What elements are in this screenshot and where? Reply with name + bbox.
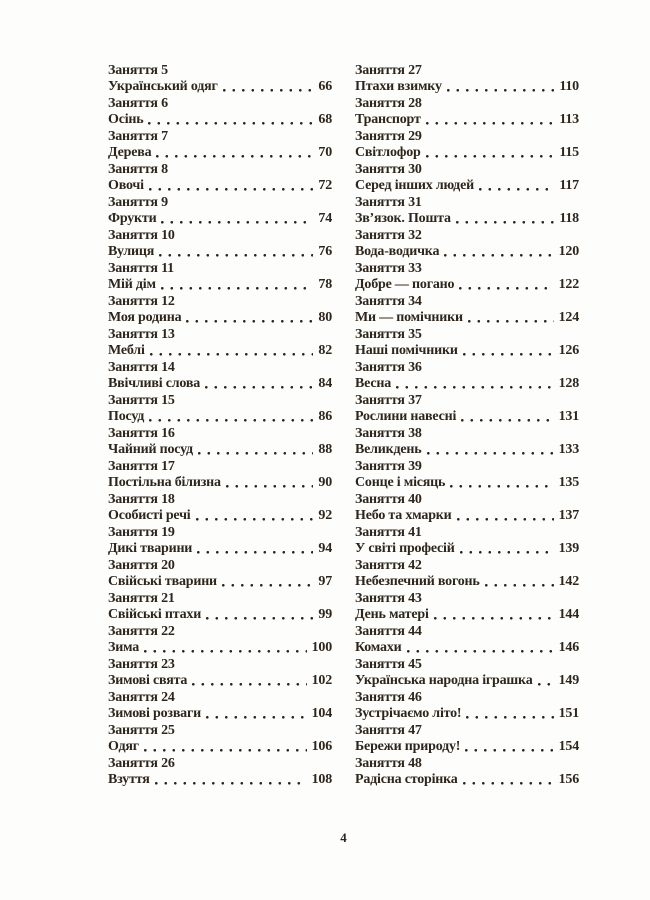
toc-lesson-label: Заняття 19 — [108, 525, 175, 540]
toc-lesson-label: Заняття 28 — [355, 96, 422, 111]
toc-entry-page: 108 — [311, 772, 332, 787]
dot-leader — [459, 287, 553, 290]
toc-entry-page: 100 — [311, 640, 332, 655]
toc-entry-title: Сонце і місяць — [355, 475, 446, 490]
dot-leader — [407, 650, 554, 653]
toc-lesson-label: Заняття 47 — [355, 723, 422, 738]
toc-entry-page: 118 — [559, 211, 579, 226]
dot-leader — [149, 188, 314, 191]
toc-entry-row — [355, 112, 579, 128]
toc-entry-title: Ми — помічники — [355, 310, 463, 325]
toc-entry-title: Посуд — [108, 409, 145, 424]
toc-entry-row — [355, 772, 579, 788]
toc-entry — [355, 360, 579, 392]
toc-entry-title: Зимові розваги — [108, 706, 202, 721]
toc-lesson-label: Заняття 21 — [108, 591, 175, 606]
toc-entry-title: Свійські тварини — [108, 574, 217, 589]
toc-entry — [355, 129, 579, 161]
toc-entry-page: 72 — [318, 178, 332, 193]
toc-entry-row — [108, 376, 332, 392]
toc-entry-row — [355, 574, 579, 590]
toc-entry-row — [108, 607, 332, 623]
toc-entry-page: 128 — [558, 376, 579, 391]
dot-leader — [444, 254, 553, 257]
toc-lesson-label: Заняття 29 — [355, 129, 422, 144]
toc-entry-title: Особисті речі — [108, 508, 191, 523]
toc-entry — [355, 261, 579, 293]
toc-entry — [108, 624, 332, 656]
toc-lesson-label: Заняття 17 — [108, 459, 175, 474]
toc-entry — [355, 558, 579, 590]
toc-lesson-label: Заняття 12 — [108, 294, 175, 309]
dot-leader — [434, 617, 554, 620]
toc-entry-title: Світлофор — [355, 145, 421, 160]
toc-entry-page: 106 — [311, 739, 332, 754]
toc-entry-page: 142 — [558, 574, 579, 589]
toc-entry-title: Вода-водичка — [355, 244, 440, 259]
toc-lesson-label: Заняття 40 — [355, 492, 422, 507]
toc-entry — [355, 690, 579, 722]
toc-entry-title: Бережи природу! — [355, 739, 461, 754]
toc-entry-row — [108, 145, 332, 161]
toc-entry-title: Серед інших людей — [355, 178, 474, 193]
toc-lesson-label: Заняття 39 — [355, 459, 422, 474]
toc-entry — [108, 360, 332, 392]
dot-leader — [150, 353, 314, 356]
toc-entry-page: 149 — [558, 673, 579, 688]
toc-entry-page: 154 — [558, 739, 579, 754]
toc-entry-row — [355, 640, 579, 656]
toc-entry-row — [355, 673, 579, 689]
toc-entry — [108, 96, 332, 128]
toc-entry — [355, 162, 579, 194]
table-of-contents — [108, 63, 579, 789]
toc-entry-page: 90 — [318, 475, 332, 490]
toc-entry — [108, 492, 332, 524]
toc-entry — [355, 294, 579, 326]
toc-entry-page: 131 — [558, 409, 579, 424]
toc-entry-page: 68 — [318, 112, 332, 127]
toc-entry — [355, 63, 579, 95]
toc-entry-title: Дерева — [108, 145, 152, 160]
toc-lesson-label: Заняття 14 — [108, 360, 175, 375]
toc-entry — [108, 690, 332, 722]
dot-leader — [222, 584, 313, 587]
toc-entry-title: Зв’язок. Пошта — [355, 211, 451, 226]
dot-leader — [463, 782, 554, 785]
toc-entry-title: Овочі — [108, 178, 144, 193]
dot-leader — [456, 221, 555, 224]
toc-entry-title: Наші помічники — [355, 343, 458, 358]
toc-entry — [355, 228, 579, 260]
dot-leader — [468, 320, 554, 323]
toc-entry-title: Небезпечний вогонь — [355, 574, 480, 589]
dot-leader — [461, 419, 553, 422]
toc-lesson-label: Заняття 43 — [355, 591, 422, 606]
dot-leader — [161, 221, 313, 224]
toc-entry-page: 139 — [558, 541, 579, 556]
toc-entry — [108, 63, 332, 95]
toc-entry-page: 122 — [558, 277, 579, 292]
toc-entry-title: Осінь — [108, 112, 144, 127]
toc-entry-title: Рослини навесні — [355, 409, 457, 424]
dot-leader — [206, 716, 307, 719]
dot-leader — [466, 716, 553, 719]
toc-entry-title: Небо та хмарки — [355, 508, 452, 523]
toc-entry-row — [108, 277, 332, 293]
toc-lesson-label: Заняття 11 — [108, 261, 174, 276]
toc-entry — [108, 162, 332, 194]
toc-entry — [355, 591, 579, 623]
toc-entry-title: Зима — [108, 640, 140, 655]
dot-leader — [144, 749, 307, 752]
toc-entry-page: 66 — [318, 79, 332, 94]
toc-lesson-label: Заняття 45 — [355, 657, 422, 672]
toc-entry-page: 146 — [558, 640, 579, 655]
toc-lesson-label: Заняття 9 — [108, 195, 168, 210]
toc-lesson-label: Заняття 37 — [355, 393, 422, 408]
toc-entry-title: Постільна білизна — [108, 475, 221, 490]
toc-entry — [355, 657, 579, 689]
toc-entry-row — [355, 310, 579, 326]
toc-lesson-label: Заняття 32 — [355, 228, 422, 243]
toc-entry-page: 156 — [558, 772, 579, 787]
toc-entry — [355, 426, 579, 458]
toc-entry-page: 70 — [318, 145, 332, 160]
toc-entry — [108, 525, 332, 557]
toc-lesson-label: Заняття 36 — [355, 360, 422, 375]
toc-entry — [108, 327, 332, 359]
toc-entry-page: 80 — [318, 310, 332, 325]
toc-entry-title: Моя родина — [108, 310, 182, 325]
toc-entry-page: 117 — [559, 178, 579, 193]
toc-entry-page: 92 — [318, 508, 332, 523]
dot-leader — [485, 584, 554, 587]
toc-entry-row — [108, 79, 332, 95]
toc-entry-title: Зимові свята — [108, 673, 188, 688]
toc-entry-row — [108, 772, 332, 788]
toc-entry-title: Український одяг — [108, 79, 218, 94]
toc-entry-row — [108, 640, 332, 656]
toc-entry-row — [108, 574, 332, 590]
dot-leader — [396, 386, 554, 389]
dot-leader — [457, 518, 554, 521]
toc-entry-title: Чайний посуд — [108, 442, 193, 457]
toc-entry-row — [108, 541, 332, 557]
dot-leader — [426, 122, 555, 125]
dot-leader — [447, 89, 555, 92]
toc-entry-title: Великдень — [355, 442, 422, 457]
toc-entry-row — [108, 310, 332, 326]
dot-leader — [205, 386, 313, 389]
toc-entry-row — [108, 706, 332, 722]
dot-leader — [149, 419, 313, 422]
toc-lesson-label: Заняття 8 — [108, 162, 168, 177]
toc-entry-title: Птахи взимку — [355, 79, 442, 94]
toc-entry — [355, 459, 579, 491]
dot-leader — [427, 452, 554, 455]
toc-entry-row — [108, 673, 332, 689]
toc-entry-page: 78 — [318, 277, 332, 292]
toc-entry-row — [355, 178, 579, 194]
dot-leader — [465, 749, 553, 752]
toc-entry — [355, 327, 579, 359]
toc-entry — [108, 459, 332, 491]
toc-entry-page: 133 — [558, 442, 579, 457]
toc-entry-page: 120 — [558, 244, 579, 259]
dot-leader — [161, 287, 314, 290]
toc-entry-page: 151 — [558, 706, 579, 721]
toc-entry — [108, 393, 332, 425]
toc-lesson-label: Заняття 30 — [355, 162, 422, 177]
toc-entry-row — [355, 244, 579, 260]
toc-entry-row — [355, 739, 579, 755]
toc-lesson-label: Заняття 35 — [355, 327, 422, 342]
toc-entry — [355, 525, 579, 557]
dot-leader — [144, 650, 306, 653]
toc-entry — [355, 393, 579, 425]
toc-entry-row — [355, 607, 579, 623]
dot-leader — [463, 353, 554, 356]
toc-entry-title: Фрукти — [108, 211, 157, 226]
toc-column-right — [355, 63, 579, 789]
toc-entry-row — [108, 211, 332, 227]
toc-lesson-label: Заняття 46 — [355, 690, 422, 705]
toc-entry — [108, 558, 332, 590]
toc-entry — [355, 195, 579, 227]
toc-lesson-label: Заняття 41 — [355, 525, 422, 540]
dot-leader — [148, 122, 313, 125]
dot-leader — [450, 485, 553, 488]
toc-lesson-label: Заняття 34 — [355, 294, 422, 309]
toc-entry-title: Вулиця — [108, 244, 155, 259]
toc-lesson-label: Заняття 5 — [108, 63, 168, 78]
dot-leader — [479, 188, 554, 191]
toc-entry-title: Зустрічаємо літо! — [355, 706, 462, 721]
toc-lesson-label: Заняття 22 — [108, 624, 175, 639]
toc-entry-page: 113 — [559, 112, 579, 127]
dot-leader — [426, 155, 555, 158]
toc-lesson-label: Заняття 20 — [108, 558, 175, 573]
toc-entry-page: 88 — [318, 442, 332, 457]
page-number: 4 — [340, 830, 347, 845]
toc-entry — [108, 261, 332, 293]
toc-entry-row — [355, 508, 579, 524]
toc-entry — [355, 492, 579, 524]
dot-leader — [538, 683, 554, 686]
toc-entry-title: Транспорт — [355, 112, 421, 127]
toc-entry-row — [355, 475, 579, 491]
toc-entry-title: Свійські птахи — [108, 607, 202, 622]
toc-entry-row — [355, 79, 579, 95]
toc-entry-title: Комахи — [355, 640, 402, 655]
toc-entry-row — [108, 343, 332, 359]
toc-entry-page: 102 — [311, 673, 332, 688]
toc-entry-page: 99 — [318, 607, 332, 622]
toc-entry-page: 94 — [318, 541, 332, 556]
toc-entry-page: 74 — [318, 211, 332, 226]
toc-entry-page: 97 — [318, 574, 332, 589]
toc-entry-title: Мій дім — [108, 277, 156, 292]
toc-entry-row — [108, 409, 332, 425]
toc-entry-page: 135 — [558, 475, 579, 490]
dot-leader — [196, 518, 314, 521]
toc-entry-row — [355, 277, 579, 293]
toc-entry — [108, 756, 332, 788]
toc-lesson-label: Заняття 16 — [108, 426, 175, 441]
toc-entry-row — [355, 211, 579, 227]
toc-entry-row — [108, 178, 332, 194]
toc-entry — [108, 195, 332, 227]
toc-lesson-label: Заняття 33 — [355, 261, 422, 276]
toc-entry — [355, 756, 579, 788]
toc-entry-row — [108, 739, 332, 755]
toc-entry-page: 84 — [318, 376, 332, 391]
toc-entry-row — [108, 112, 332, 128]
toc-entry-row — [355, 376, 579, 392]
toc-entry-row — [108, 244, 332, 260]
toc-entry-page: 86 — [318, 409, 332, 424]
toc-entry-title: Дикі тварини — [108, 541, 193, 556]
toc-entry — [108, 723, 332, 755]
dot-leader — [192, 683, 306, 686]
toc-lesson-label: Заняття 38 — [355, 426, 422, 441]
toc-lesson-label: Заняття 23 — [108, 657, 175, 672]
toc-entry — [108, 657, 332, 689]
toc-lesson-label: Заняття 26 — [108, 756, 175, 771]
dot-leader — [156, 155, 313, 158]
toc-entry — [355, 723, 579, 755]
toc-entry-page: 126 — [558, 343, 579, 358]
toc-entry-row — [108, 475, 332, 491]
toc-entry — [108, 129, 332, 161]
toc-entry-title: Весна — [355, 376, 392, 391]
dot-leader — [226, 485, 314, 488]
toc-entry — [355, 96, 579, 128]
toc-lesson-label: Заняття 18 — [108, 492, 175, 507]
toc-entry-page: 76 — [318, 244, 332, 259]
dot-leader — [186, 320, 313, 323]
dot-leader — [223, 89, 314, 92]
toc-entry-row — [355, 145, 579, 161]
toc-entry-row — [108, 508, 332, 524]
toc-lesson-label: Заняття 44 — [355, 624, 422, 639]
toc-lesson-label: Заняття 10 — [108, 228, 175, 243]
toc-entry-row — [355, 442, 579, 458]
toc-column-left — [108, 63, 332, 789]
toc-entry — [355, 624, 579, 656]
toc-entry-row — [355, 541, 579, 557]
toc-entry-title: Одяг — [108, 739, 139, 754]
toc-entry-page: 124 — [558, 310, 579, 325]
toc-lesson-label: Заняття 24 — [108, 690, 175, 705]
toc-entry-row — [355, 343, 579, 359]
dot-leader — [159, 254, 313, 257]
toc-entry-title: Взуття — [108, 772, 150, 787]
toc-entry-title: День матері — [355, 607, 429, 622]
toc-lesson-label: Заняття 27 — [355, 63, 422, 78]
toc-entry — [108, 228, 332, 260]
toc-lesson-label: Заняття 48 — [355, 756, 422, 771]
toc-entry — [108, 294, 332, 326]
toc-entry-title: Радісна сторінка — [355, 772, 458, 787]
toc-lesson-label: Заняття 7 — [108, 129, 168, 144]
toc-entry-page: 115 — [559, 145, 579, 160]
toc-entry-row — [355, 409, 579, 425]
toc-lesson-label: Заняття 25 — [108, 723, 175, 738]
toc-lesson-label: Заняття 31 — [355, 195, 422, 210]
toc-entry-page: 137 — [558, 508, 579, 523]
toc-entry — [108, 591, 332, 623]
dot-leader — [460, 551, 554, 554]
toc-entry-row — [355, 706, 579, 722]
dot-leader — [198, 452, 313, 455]
toc-entry-title: Добре — погано — [355, 277, 455, 292]
toc-entry-page: 104 — [311, 706, 332, 721]
toc-entry-title: У світі професій — [355, 541, 455, 556]
toc-entry-page: 82 — [318, 343, 332, 358]
toc-entry-row — [108, 442, 332, 458]
toc-lesson-label: Заняття 42 — [355, 558, 422, 573]
toc-lesson-label: Заняття 6 — [108, 96, 168, 111]
toc-entry-page: 110 — [559, 79, 579, 94]
toc-entry — [108, 426, 332, 458]
dot-leader — [155, 782, 307, 785]
toc-entry-page: 144 — [558, 607, 579, 622]
toc-lesson-label: Заняття 15 — [108, 393, 175, 408]
toc-entry-title: Меблі — [108, 343, 145, 358]
dot-leader — [206, 617, 313, 620]
toc-entry-title: Ввічливі слова — [108, 376, 201, 391]
dot-leader — [197, 551, 313, 554]
toc-lesson-label: Заняття 13 — [108, 327, 175, 342]
toc-entry-title: Українська народна іграшка — [355, 673, 533, 688]
